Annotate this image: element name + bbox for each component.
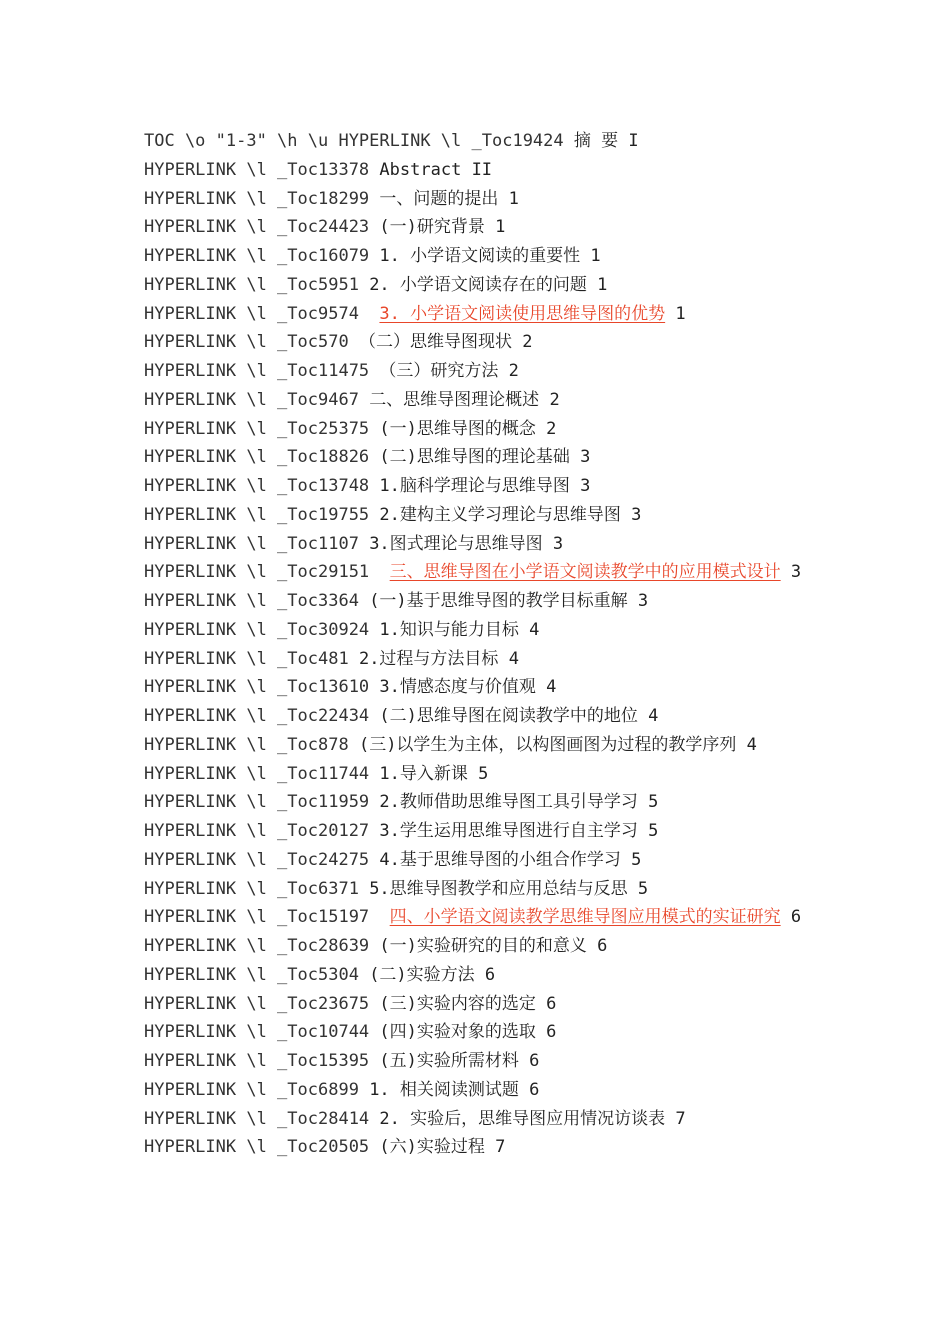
field-code-text: HYPERLINK \l _Toc15395: [144, 1051, 370, 1071]
field-code-text: HYPERLINK \l _Toc5304: [144, 964, 359, 985]
toc-page-number: 7: [495, 1137, 506, 1158]
toc-page-number: 1: [495, 217, 506, 238]
toc-page-number: 5: [478, 763, 489, 784]
toc-entry-title: 3.情感态度与价值观: [379, 677, 536, 698]
toc-line: [144, 357, 804, 386]
toc-entry-title: (二)思维导图的理论基础: [379, 447, 570, 468]
toc-entry-link[interactable]: 三、思维导图在小学语文阅读教学中的应用模式设计: [389, 562, 781, 583]
toc-page-number: 3: [790, 562, 802, 583]
field-code-text: HYPERLINK \l _Toc11475: [144, 361, 370, 381]
field-code-text: HYPERLINK \l _Toc24423: [144, 217, 370, 238]
toc-entry-title: 5.思维导图教学和应用总结与反思: [369, 878, 628, 899]
toc-entry-title: (四)实验对象的选取: [379, 1022, 536, 1043]
toc-page-number: 4: [746, 734, 757, 755]
toc-entry-link[interactable]: 四、小学语文阅读教学思维导图应用模式的实证研究: [389, 907, 781, 928]
field-code-text: HYPERLINK \l _Toc10744: [144, 1022, 370, 1043]
field-code-text: HYPERLINK \l _Toc15197: [144, 907, 370, 928]
toc-page-number: II: [471, 159, 493, 180]
toc-entry-title: 4.基于思维导图的小组合作学习: [379, 849, 621, 870]
field-code-text: HYPERLINK \l _Toc481: [144, 648, 349, 669]
toc-line: [144, 328, 804, 357]
toc-line: [144, 501, 804, 530]
toc-page-number: 4: [546, 677, 557, 698]
toc-entry-title: 一、问题的提出: [379, 188, 499, 209]
toc-page-number: 7: [675, 1108, 686, 1129]
toc-line: [144, 558, 804, 587]
toc-line: [144, 530, 804, 559]
toc-page-number: 6: [546, 993, 557, 1014]
field-code-text: HYPERLINK \l _Toc11744: [144, 763, 370, 784]
toc-line: [144, 1105, 804, 1134]
field-code-text: HYPERLINK \l _Toc570: [144, 332, 349, 353]
field-code-text: HYPERLINK \l _Toc18299: [144, 188, 370, 209]
toc-entry-title: (一)研究背景: [379, 217, 485, 238]
field-code-text: HYPERLINK \l _Toc6899: [144, 1079, 359, 1100]
toc-page-number: 5: [631, 849, 642, 870]
toc-page-number: 3: [637, 591, 649, 611]
toc-entry-title: 1.导入新课: [379, 763, 468, 784]
toc-entry-title: 1.脑科学理论与思维导图: [379, 476, 570, 496]
toc-line: [144, 1018, 804, 1047]
toc-entry-title: (二)实验方法: [369, 964, 475, 985]
field-code-text: HYPERLINK \l _Toc23675: [144, 993, 370, 1014]
toc-line: [144, 961, 804, 990]
toc-line: [144, 300, 804, 329]
toc-page-number: I: [628, 131, 639, 151]
toc-entry-link[interactable]: 3. 小学语文阅读使用思维导图的优势: [379, 303, 666, 324]
field-code-text: HYPERLINK \l _Toc11959: [144, 792, 370, 813]
toc-line: [144, 673, 804, 702]
field-code-text: HYPERLINK \l _Toc9574: [144, 303, 359, 324]
toc-entry-title: （二）思维导图现状: [358, 332, 512, 353]
toc-line: [144, 817, 804, 846]
toc-line: [144, 443, 804, 472]
field-code-text: HYPERLINK \l _Toc28414: [144, 1108, 370, 1129]
toc-line: [144, 415, 804, 444]
toc-entry-title: 3.学生运用思维导图进行自主学习: [379, 821, 638, 841]
toc-entry-title: 2.教师借助思维导图工具引导学习: [379, 792, 638, 813]
field-code-text: HYPERLINK \l _Toc13610: [144, 677, 370, 698]
field-code-text: HYPERLINK \l _Toc25375: [144, 418, 370, 439]
toc-line: [144, 156, 804, 185]
toc-line: [144, 127, 804, 156]
toc-entry-title: Abstract: [379, 159, 462, 180]
field-code-text: HYPERLINK \l _Toc9467: [144, 389, 359, 410]
field-code-text: HYPERLINK \l _Toc13378: [144, 159, 370, 180]
toc-line: [144, 875, 804, 904]
toc-entry-title: 2.过程与方法目标: [358, 648, 499, 669]
toc-page-number: 2: [549, 389, 560, 410]
toc-page-number: 5: [648, 821, 659, 841]
field-code-text: HYPERLINK \l _Toc22434: [144, 706, 370, 726]
toc-line: [144, 213, 804, 242]
toc-line: [144, 1076, 804, 1105]
toc-page-number: 6: [529, 1079, 540, 1100]
toc-line: [144, 645, 804, 674]
toc-page-number: 6: [529, 1051, 540, 1071]
field-code-text: HYPERLINK \l _Toc20127: [144, 821, 370, 841]
toc-line: [144, 472, 804, 501]
toc-entry-title: (一)实验研究的目的和意义: [379, 936, 587, 956]
toc-page-number: 2: [546, 418, 557, 439]
toc-line: [144, 587, 804, 616]
toc-entry-title: 3.图式理论与思维导图: [369, 533, 543, 554]
field-code-text: HYPERLINK \l _Toc1107: [144, 533, 359, 554]
field-code-text: HYPERLINK \l _Toc29151: [144, 562, 370, 583]
toc-page-number: 3: [580, 447, 591, 468]
toc-entry-title: （三）研究方法: [379, 361, 499, 381]
field-code-text: HYPERLINK \l _Toc3364: [144, 591, 359, 611]
toc-entry-title: 2. 小学语文阅读存在的问题: [369, 274, 587, 295]
toc-page-number: 4: [529, 619, 540, 640]
toc-page-number: 1: [508, 188, 519, 209]
toc-page-number: 1: [675, 303, 686, 324]
toc-line: [144, 242, 804, 271]
field-code-text: HYPERLINK \l _Toc28639: [144, 936, 370, 956]
toc-entry-title: 2. 实验后，思维导图应用情况访谈表: [379, 1108, 666, 1129]
table-of-contents: [144, 127, 804, 1162]
toc-page-number: 6: [546, 1022, 557, 1043]
field-code-text: HYPERLINK \l _Toc19755: [144, 504, 370, 525]
toc-page-number: 5: [637, 878, 649, 899]
toc-line: [144, 386, 804, 415]
field-code-text: HYPERLINK \l _Toc30924: [144, 619, 370, 640]
toc-line: [144, 1133, 804, 1162]
toc-page-number: 2: [508, 361, 519, 381]
field-code-text: HYPERLINK \l _Toc18826: [144, 447, 370, 468]
toc-page-number: 6: [790, 907, 802, 928]
toc-line: [144, 760, 804, 789]
toc-line: [144, 271, 804, 300]
toc-entry-title: (六)实验过程: [379, 1137, 485, 1158]
toc-page-number: 5: [648, 792, 659, 813]
toc-line: [144, 990, 804, 1019]
toc-entry-title: (二)思维导图在阅读教学中的地位: [379, 706, 638, 726]
toc-entry-title: 1. 相关阅读测试题: [369, 1079, 519, 1100]
toc-page-number: 3: [580, 476, 591, 496]
toc-page-number: 6: [597, 936, 608, 956]
field-code-text: HYPERLINK \l _Toc20505: [144, 1137, 370, 1158]
toc-entry-title: 1.知识与能力目标: [379, 619, 519, 640]
field-code-text: HYPERLINK \l _Toc13748: [144, 476, 370, 496]
toc-entry-title: 摘 要: [573, 131, 619, 151]
toc-entry-title: (五)实验所需材料: [379, 1051, 519, 1071]
toc-page-number: 3: [552, 533, 564, 554]
toc-line: [144, 846, 804, 875]
field-code-text: HYPERLINK \l _Toc878: [144, 734, 349, 755]
field-code-text: TOC \o "1-3" \h \u HYPERLINK \l _Toc19424: [144, 131, 564, 151]
field-code-text: HYPERLINK \l _Toc24275: [144, 849, 370, 870]
toc-entry-title: (一)基于思维导图的教学目标重解: [369, 591, 628, 611]
toc-line: [144, 616, 804, 645]
toc-entry-title: (三)实验内容的选定: [379, 993, 536, 1014]
field-code-text: HYPERLINK \l _Toc6371: [144, 878, 359, 899]
toc-line: [144, 731, 804, 760]
toc-page-number: 4: [648, 706, 659, 726]
toc-line: [144, 1047, 804, 1076]
toc-entry-title: 二、思维导图理论概述: [369, 389, 540, 410]
toc-line: [144, 185, 804, 214]
toc-page-number: 1: [590, 246, 601, 266]
toc-line: [144, 788, 804, 817]
toc-entry-title: (三)以学生为主体，以构图画图为过程的教学序列: [358, 734, 737, 755]
toc-entry-title: (一)思维导图的概念: [379, 418, 536, 439]
field-code-text: HYPERLINK \l _Toc16079: [144, 246, 370, 266]
toc-page-number: 3: [631, 504, 642, 525]
toc-page-number: 2: [522, 332, 533, 353]
toc-page-number: 6: [484, 964, 496, 985]
toc-line: [144, 932, 804, 961]
toc-entry-title: 1. 小学语文阅读的重要性: [379, 246, 581, 266]
toc-entry-title: 2.建构主义学习理论与思维导图: [379, 504, 621, 525]
toc-page-number: 1: [597, 274, 608, 295]
toc-line: [144, 702, 804, 731]
field-code-text: HYPERLINK \l _Toc5951: [144, 274, 359, 295]
toc-page-number: 4: [508, 648, 519, 669]
toc-line: [144, 903, 804, 932]
